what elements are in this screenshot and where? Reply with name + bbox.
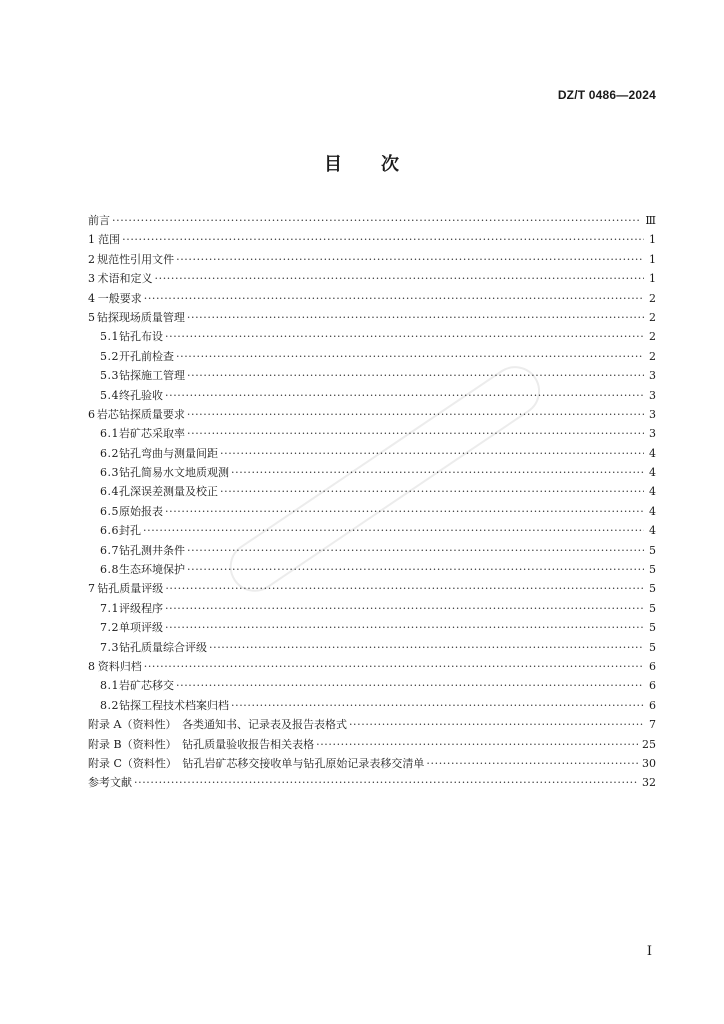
toc-entry-label: 钻孔质量综合评级 bbox=[119, 640, 207, 654]
toc-entry-number: 4 bbox=[88, 291, 95, 305]
toc-entry-page: 1 bbox=[649, 272, 656, 286]
toc-entry[interactable] bbox=[88, 386, 656, 405]
toc-leader-dots bbox=[187, 424, 644, 443]
toc-entry[interactable] bbox=[88, 696, 656, 715]
toc-entry-page: 7 bbox=[649, 718, 656, 732]
toc-entry-label: 附录 B（资料性） 钻孔质量验收报告相关表格 bbox=[88, 737, 315, 751]
toc-entry-number: 5.1 bbox=[100, 330, 119, 344]
toc-entry-label: 钻孔测井条件 bbox=[119, 543, 185, 557]
toc-entry[interactable] bbox=[88, 579, 656, 598]
toc-entry-number: 6.2 bbox=[100, 446, 119, 460]
toc-entry-page: 5 bbox=[649, 601, 656, 615]
toc-entry-page: 3 bbox=[649, 427, 656, 441]
toc-entry-label: 岩矿芯采取率 bbox=[119, 427, 185, 441]
toc-entry[interactable] bbox=[88, 269, 656, 288]
toc-entry-label: 参考文献 bbox=[88, 776, 132, 790]
toc-entry-page: 3 bbox=[649, 407, 656, 421]
toc-entry-number: 8 bbox=[88, 659, 95, 673]
page-title-char-1: 目 bbox=[324, 154, 343, 175]
toc-leader-dots bbox=[165, 327, 644, 346]
toc-leader-dots bbox=[426, 754, 638, 773]
toc-leader-dots bbox=[187, 405, 644, 424]
toc-entry-page: 32 bbox=[642, 776, 656, 790]
toc-entry-label: 范围 bbox=[98, 233, 121, 247]
toc-leader-dots bbox=[220, 482, 644, 501]
toc-entry[interactable] bbox=[88, 308, 656, 327]
toc-leader-dots bbox=[349, 715, 644, 734]
toc-entry-label: 岩矿芯移交 bbox=[119, 679, 174, 693]
toc-leader-dots bbox=[176, 250, 644, 269]
toc-entry-label: 生态环境保护 bbox=[119, 563, 185, 577]
toc-entry-page: 6 bbox=[649, 698, 656, 712]
toc-entry[interactable] bbox=[88, 424, 656, 443]
toc-leader-dots bbox=[165, 599, 644, 618]
toc-entry-page: 30 bbox=[642, 756, 656, 770]
toc-entry-page: 3 bbox=[649, 369, 656, 383]
toc-entry-number: 7.3 bbox=[100, 640, 119, 654]
page-number: I bbox=[646, 944, 652, 959]
toc-entry-number: 7.2 bbox=[100, 621, 119, 635]
toc-entry-number: 6.3 bbox=[100, 466, 119, 480]
toc-entry-label: 评级程序 bbox=[119, 601, 163, 615]
toc-entry-label: 钻孔布设 bbox=[119, 330, 163, 344]
page-title-char-2: 次 bbox=[381, 154, 400, 175]
toc-entry-page: 5 bbox=[649, 543, 656, 557]
toc-entry[interactable] bbox=[88, 676, 656, 695]
toc-entry-label: 钻孔弯曲与测量间距 bbox=[119, 446, 218, 460]
toc-leader-dots bbox=[165, 579, 644, 598]
toc-entry-page: 5 bbox=[649, 640, 656, 654]
toc-entry[interactable] bbox=[88, 715, 656, 734]
toc-entry-label: 开孔前检查 bbox=[119, 349, 174, 363]
toc-entry-number: 5 bbox=[88, 310, 95, 324]
toc-entry-page: 4 bbox=[649, 466, 656, 480]
toc-leader-dots bbox=[316, 735, 638, 754]
toc-entry-number: 5.4 bbox=[100, 388, 119, 402]
toc-entry-label: 孔深误差测量及校正 bbox=[119, 485, 218, 499]
toc-entry-number: 6.4 bbox=[100, 485, 119, 499]
toc-entry-label: 附录 C（资料性） 钻孔岩矿芯移交接收单与钻孔原始记录表移交清单 bbox=[88, 756, 425, 770]
toc-entry[interactable] bbox=[88, 289, 656, 308]
toc-leader-dots bbox=[231, 463, 644, 482]
toc-entry-page: 6 bbox=[649, 679, 656, 693]
toc-entry-page: 4 bbox=[649, 524, 656, 538]
toc-entry[interactable] bbox=[88, 735, 656, 754]
toc-leader-dots bbox=[165, 618, 644, 637]
toc-entry[interactable] bbox=[88, 250, 656, 269]
toc-entry-number: 8.2 bbox=[100, 698, 119, 712]
toc-entry[interactable] bbox=[88, 405, 656, 424]
toc-leader-dots bbox=[176, 347, 644, 366]
toc-entry-page: 5 bbox=[649, 563, 656, 577]
toc-entry-page: 4 bbox=[649, 485, 656, 499]
toc-leader-dots bbox=[220, 444, 644, 463]
toc-entry-label: 钻探施工管理 bbox=[119, 369, 185, 383]
toc-leader-dots bbox=[176, 676, 644, 695]
toc-leader-dots bbox=[144, 657, 644, 676]
toc-leader-dots bbox=[165, 502, 644, 521]
toc-entry[interactable] bbox=[88, 211, 656, 230]
toc-entry-label: 规范性引用文件 bbox=[97, 252, 175, 266]
toc-leader-dots bbox=[143, 521, 644, 540]
toc-entry-page: 2 bbox=[649, 310, 656, 324]
toc-entry-label: 终孔验收 bbox=[119, 388, 163, 402]
toc-entry-label: 术语和定义 bbox=[97, 272, 153, 286]
toc-entry[interactable] bbox=[88, 327, 656, 346]
toc-entry[interactable] bbox=[88, 347, 656, 366]
toc-entry[interactable] bbox=[88, 230, 656, 249]
toc-entry-page: 6 bbox=[649, 659, 656, 673]
toc-entry-page: 5 bbox=[649, 621, 656, 635]
toc-entry-number: 6.1 bbox=[100, 427, 119, 441]
toc-entry-page: 25 bbox=[642, 737, 656, 751]
toc-entry[interactable] bbox=[88, 599, 656, 618]
toc-entry-number: 5.3 bbox=[100, 369, 119, 383]
toc-entry[interactable] bbox=[88, 521, 656, 540]
toc-entry[interactable] bbox=[88, 502, 656, 521]
toc-entry[interactable] bbox=[88, 366, 656, 385]
toc-entry-label: 前言 bbox=[88, 214, 110, 227]
toc-entry-number: 6.6 bbox=[100, 524, 119, 538]
toc-entry-page: Ⅲ bbox=[645, 214, 656, 227]
toc-entry[interactable] bbox=[88, 754, 656, 773]
toc-entry-number: 8.1 bbox=[100, 679, 119, 693]
toc-leader-dots bbox=[209, 638, 644, 657]
toc-entry-label: 岩芯钻探质量要求 bbox=[96, 407, 185, 421]
toc-entry[interactable] bbox=[88, 482, 656, 501]
toc-entry[interactable] bbox=[88, 444, 656, 463]
toc-entry-number: 6 bbox=[88, 407, 95, 421]
toc-leader-dots bbox=[187, 366, 644, 385]
toc-entry-number: 5.2 bbox=[100, 349, 119, 363]
toc-leader-dots bbox=[144, 289, 644, 308]
toc-entry-number: 3 bbox=[88, 272, 95, 286]
toc-entry-label: 钻孔简易水文地质观测 bbox=[119, 466, 229, 480]
toc-entry-label: 单项评级 bbox=[119, 621, 163, 635]
toc-entry-page: 4 bbox=[649, 504, 656, 518]
toc-entry-label: 一般要求 bbox=[97, 291, 142, 305]
toc-entry-number: 6.8 bbox=[100, 563, 119, 577]
toc-leader-dots bbox=[187, 308, 644, 327]
toc-entry-page: 1 bbox=[649, 252, 656, 266]
standard-code: DZ/T 0486—2024 bbox=[557, 88, 656, 102]
toc-entry-label: 封孔 bbox=[119, 524, 141, 538]
toc-entry-number: 6.5 bbox=[100, 504, 119, 518]
toc-entry-label: 钻探工程技术档案归档 bbox=[119, 698, 229, 712]
table-of-contents bbox=[88, 211, 656, 793]
toc-leader-dots bbox=[187, 541, 644, 560]
toc-entry-page: 2 bbox=[649, 349, 656, 363]
toc-entry[interactable] bbox=[88, 463, 656, 482]
toc-entry[interactable] bbox=[88, 618, 656, 637]
toc-leader-dots bbox=[134, 773, 638, 792]
toc-leader-dots bbox=[155, 269, 644, 288]
toc-entry-number: 7.1 bbox=[100, 601, 119, 615]
page-title bbox=[0, 150, 724, 176]
toc-entry-page: 3 bbox=[649, 388, 656, 402]
toc-entry[interactable] bbox=[88, 560, 656, 579]
toc-leader-dots bbox=[231, 696, 644, 715]
toc-entry[interactable] bbox=[88, 657, 656, 676]
toc-entry-label: 原始报表 bbox=[119, 504, 163, 518]
toc-entry[interactable] bbox=[88, 638, 656, 657]
toc-entry-page: 2 bbox=[649, 330, 656, 344]
toc-entry-page: 4 bbox=[649, 446, 656, 460]
toc-leader-dots bbox=[165, 386, 644, 405]
toc-leader-dots bbox=[187, 560, 644, 579]
toc-leader-dots bbox=[122, 230, 644, 249]
toc-entry-page: 2 bbox=[649, 291, 656, 305]
toc-entry[interactable] bbox=[88, 773, 656, 792]
toc-entry-label: 资料归档 bbox=[97, 659, 142, 673]
toc-leader-dots bbox=[112, 211, 641, 230]
toc-entry-page: 1 bbox=[649, 233, 656, 247]
toc-entry-number: 7 bbox=[88, 582, 95, 596]
toc-entry-number: 2 bbox=[88, 252, 95, 266]
toc-entry-number: 1 bbox=[88, 233, 95, 247]
toc-entry-label: 附录 A（资料性） 各类通知书、记录表及报告表格式 bbox=[88, 718, 347, 732]
toc-entry-label: 钻孔质量评级 bbox=[97, 582, 164, 596]
toc-entry[interactable] bbox=[88, 541, 656, 560]
toc-entry-page: 5 bbox=[649, 582, 656, 596]
toc-entry-label: 钻探现场质量管理 bbox=[96, 310, 185, 324]
toc-entry-number: 6.7 bbox=[100, 543, 119, 557]
